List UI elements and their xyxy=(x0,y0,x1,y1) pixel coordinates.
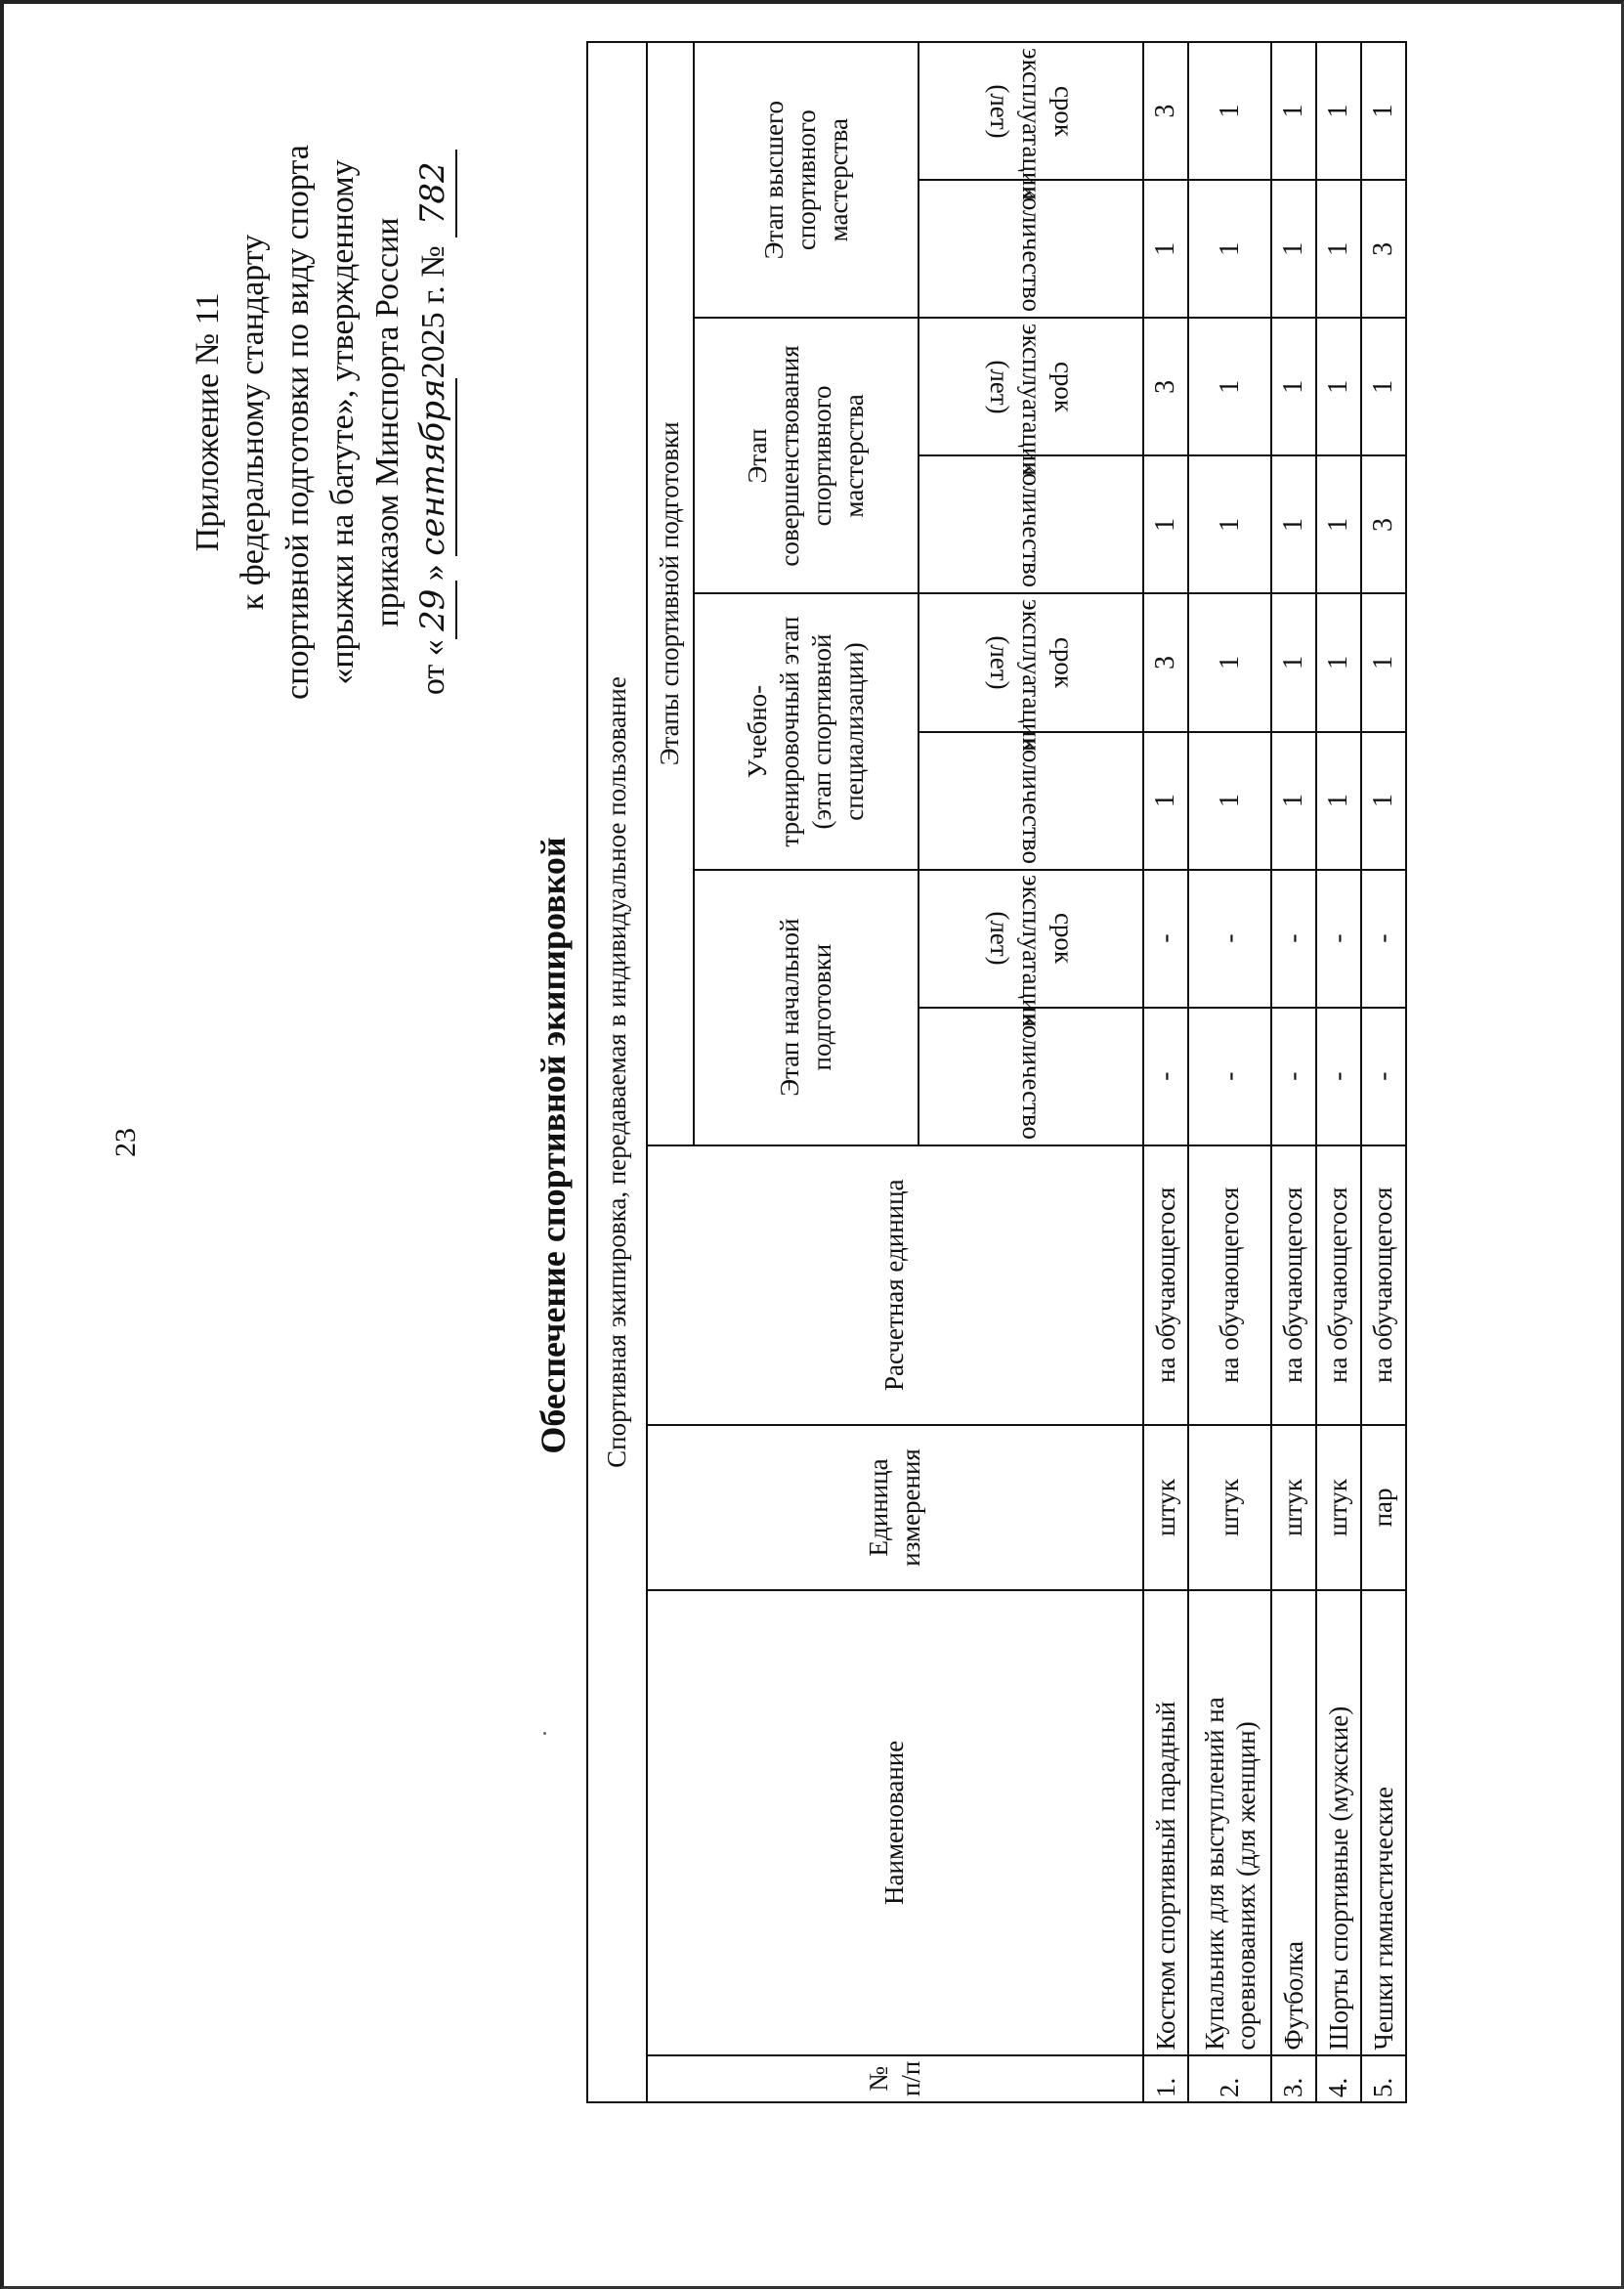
row-value: 1 xyxy=(1361,593,1406,731)
sub-term-text: срок эксплуатации (лет) xyxy=(984,323,1079,476)
row-number: 3. xyxy=(1271,2055,1316,2102)
row-number: 1. xyxy=(1143,2055,1188,2102)
appendix-line-5: приказом Минспорта России xyxy=(369,217,406,627)
col-name-header: Наименование xyxy=(647,1590,1144,2055)
row-name: Футболка xyxy=(1271,1590,1316,2055)
appendix-line-4: «прыжки на батуте», утвержденному xyxy=(324,159,361,685)
row-unit: штук xyxy=(1271,1425,1316,1590)
row-value: - xyxy=(1316,870,1361,1008)
sub-qty-header xyxy=(919,180,1143,318)
sub-qty-text: количество xyxy=(1016,737,1047,864)
row-number: 4. xyxy=(1316,2055,1361,2102)
stage-header: Этап совершенствования спортивного мастерства xyxy=(694,318,919,593)
row-value: - xyxy=(1316,1008,1361,1145)
date-mid: » xyxy=(415,564,451,582)
row-value: 1 xyxy=(1188,318,1271,455)
row-value: 1 xyxy=(1316,732,1361,870)
date-prefix: от « xyxy=(415,639,451,696)
row-value: 1 xyxy=(1271,593,1316,731)
row-calc: на обучающегося xyxy=(1316,1145,1361,1425)
row-value: 1 xyxy=(1271,318,1316,455)
row-value: 1 xyxy=(1188,42,1271,180)
row-unit: штук xyxy=(1143,1425,1188,1590)
row-value: - xyxy=(1188,1008,1271,1145)
row-value: 3 xyxy=(1143,318,1188,455)
row-value: 1 xyxy=(1188,180,1271,318)
sub-term-text: срок эксплуатации (лет) xyxy=(984,47,1079,200)
stages-header: Этапы спортивной подготовки xyxy=(647,42,694,1145)
stage-header: Этап начальной подготовки xyxy=(694,870,919,1145)
row-name: Купальник для выступлений на соревнованиях (для женщин) xyxy=(1188,1590,1271,2055)
row-value: - xyxy=(1271,870,1316,1008)
stage-header: Учебно-тренировочный этап (этап спортивной специализации) xyxy=(694,593,919,869)
table-row xyxy=(1143,42,1188,2102)
date-month: сентября xyxy=(410,378,457,555)
sub-term-header xyxy=(919,870,1143,1027)
sub-qty-text: количество xyxy=(1016,186,1047,313)
date-year: 2025 г. № xyxy=(415,245,451,379)
row-value: - xyxy=(1143,870,1188,1008)
appendix-block xyxy=(186,31,457,813)
sub-term-text: срок эксплуатации (лет) xyxy=(984,599,1079,752)
appendix-date-line xyxy=(410,31,457,813)
table-body xyxy=(1143,42,1406,2102)
row-calc: на обучающегося xyxy=(1361,1145,1406,1425)
row-name: Чешки гимнастические xyxy=(1361,1590,1406,2055)
row-unit: штук xyxy=(1188,1425,1271,1590)
row-value: 1 xyxy=(1143,732,1188,870)
row-value: - xyxy=(1271,1008,1316,1145)
sub-qty-header xyxy=(919,1008,1143,1145)
row-value: 1 xyxy=(1361,732,1406,870)
row-value: 1 xyxy=(1271,732,1316,870)
row-calc: на обучающегося xyxy=(1143,1145,1188,1425)
table-row xyxy=(1316,42,1361,2102)
row-unit: пар xyxy=(1361,1425,1406,1590)
row-unit: штук xyxy=(1316,1425,1361,1590)
row-name: Шорты спортивные (мужские) xyxy=(1316,1590,1361,2055)
date-day: 29 xyxy=(410,581,457,639)
row-value: 1 xyxy=(1143,455,1188,593)
row-number: 5. xyxy=(1361,2055,1406,2102)
row-value: 1 xyxy=(1271,180,1316,318)
sub-qty-text: количество xyxy=(1016,461,1047,588)
row-value: - xyxy=(1361,1008,1406,1145)
row-value: 1 xyxy=(1316,318,1361,455)
sub-term-text: срок эксплуатации (лет) xyxy=(984,875,1079,1027)
row-value: - xyxy=(1361,870,1406,1008)
page-number: 23 xyxy=(109,1128,142,1157)
col-calc-header: Расчетная единица xyxy=(647,1145,1144,1425)
row-value: 3 xyxy=(1361,455,1406,593)
sub-qty-header xyxy=(919,455,1143,593)
sub-qty-text: количество xyxy=(1016,1013,1047,1140)
row-value: 3 xyxy=(1361,180,1406,318)
table-row xyxy=(1271,42,1316,2102)
sub-term-header xyxy=(919,42,1143,200)
row-value: 1 xyxy=(1143,180,1188,318)
header-top: Спортивная экипировка, передаваемая в индивидуальное пользование xyxy=(587,42,647,2102)
row-value: 1 xyxy=(1271,455,1316,593)
stage-header: Этап высшего спортивного мастерства xyxy=(694,42,919,318)
row-value: 3 xyxy=(1143,593,1188,731)
row-value: 1 xyxy=(1271,42,1316,180)
row-value: - xyxy=(1143,1008,1188,1145)
row-value: 1 xyxy=(1361,42,1406,180)
row-calc: на обучающегося xyxy=(1188,1145,1271,1425)
order-number: 782 xyxy=(410,150,457,238)
row-value: 1 xyxy=(1361,318,1406,455)
table-row xyxy=(1188,42,1271,2102)
row-number: 2. xyxy=(1188,2055,1271,2102)
sub-term-header xyxy=(919,593,1143,752)
row-value: 1 xyxy=(1316,593,1361,731)
row-value: 3 xyxy=(1143,42,1188,180)
row-calc: на обучающегося xyxy=(1271,1145,1316,1425)
table-row xyxy=(1361,42,1406,2102)
row-value: 1 xyxy=(1316,180,1361,318)
col-unit-header: Единица измерения xyxy=(647,1425,1144,1590)
sub-qty-header xyxy=(919,732,1143,870)
appendix-line-1: Приложение № 11 xyxy=(190,292,226,552)
appendix-line-3: спортивной подготовки по виду спорта xyxy=(279,145,316,700)
row-value: 1 xyxy=(1188,593,1271,731)
row-value: 1 xyxy=(1316,455,1361,593)
col-no-header: № п/п xyxy=(647,2055,1144,2102)
row-value: 1 xyxy=(1188,455,1271,593)
appendix-line-2: к федеральному стандарту xyxy=(235,234,271,611)
document-title: Обеспечение спортивной экипировкой xyxy=(534,837,573,1454)
sub-term-header xyxy=(919,318,1143,476)
equipment-table xyxy=(586,41,1407,2103)
row-value: - xyxy=(1188,870,1271,1008)
row-value: 1 xyxy=(1316,42,1361,180)
row-name: Костюм спортивный парадный xyxy=(1143,1590,1188,2055)
row-value: 1 xyxy=(1188,732,1271,870)
